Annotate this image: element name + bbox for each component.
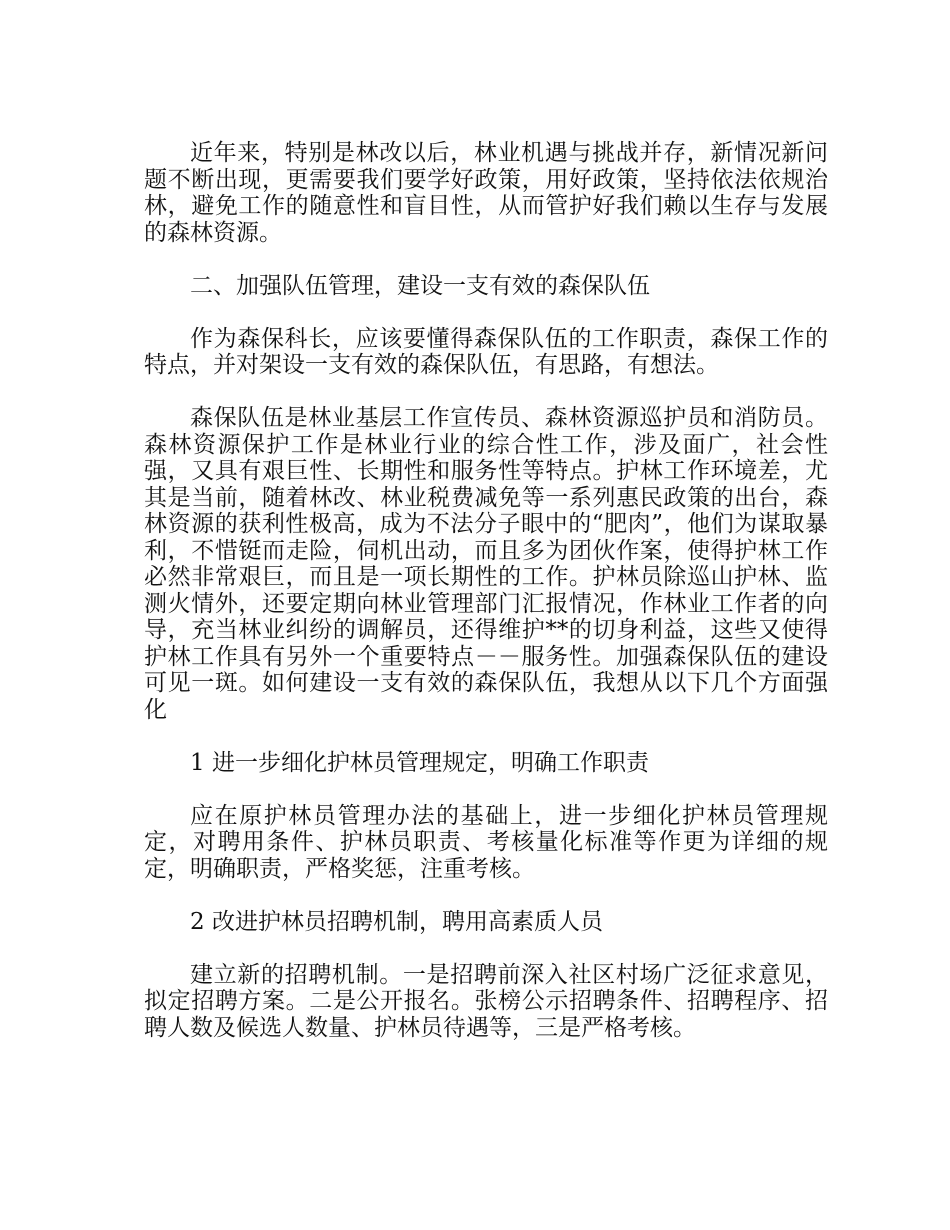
section-heading-2: 二、加强队伍管理，建设一支有效的森保队伍 xyxy=(190,272,650,299)
paragraph-regulations: 应在原护林员管理办法的基础上，进一步细化护林员管理规定，对聘用条件、护林员职责、考核量化标准等作更为详细的规定，明确职责，严格奖惩，注重考核。 xyxy=(144,802,828,882)
paragraph-recruitment: 建立新的招聘机制。一是招聘前深入社区村场广泛征求意见，拟定招聘方案。二是公开报名。张榜公示招聘条件、招聘程序、招聘人数及候选人数量、护林员待遇等，三是严格考核。 xyxy=(144,961,828,1041)
paragraph-intro: 近年来，特别是林改以后，林业机遇与挑战并存，新情况新问题不断出现，更需要我们要学好政策，用好政策，坚持依法依规治林，避免工作的随意性和盲目性，从而管护好我们赖以生存与发展的森林资源。 xyxy=(144,140,828,246)
document-page xyxy=(144,140,828,1068)
subheading-2: 2 改进护林员招聘机制，聘用高素质人员 xyxy=(190,908,603,935)
paragraph-team-description: 森保队伍是林业基层工作宣传员、森林资源巡护员和消防员。森林资源保护工作是林业行业的综合性工作，涉及面广，社会性强，又具有艰巨性、长期性和服务性等特点。护林工作环境差，尤其是当前，随着林改、林业税费减免等一系列惠民政策的出台，森林资源的获利性极高，成为不法分子眼中的“肥肉”，他们为谋取暴利，不惜铤而走险，伺机出动，而且多为团伙作案，使得护林工作必然非常艰巨，而且是一项长期性的工作。护林员除巡山护林、监测火情外，还要定期向林业管理部门汇报情况，作林业工作者的向导，充当林业纠纷的调解员，还得维护**的切身利益，这些又使得护林工作具有另外一个重要特点－－服务性。加强森保队伍的建设可见一斑。如何建设一支有效的森保队伍，我想从以下几个方面强化 xyxy=(144,405,828,723)
paragraph-role: 作为森保科长，应该要懂得森保队伍的工作职责，森保工作的特点，并对架设一支有效的森保队伍，有思路，有想法。 xyxy=(144,325,828,378)
subheading-1: 1 进一步细化护林员管理规定，明确工作职责 xyxy=(190,749,649,776)
